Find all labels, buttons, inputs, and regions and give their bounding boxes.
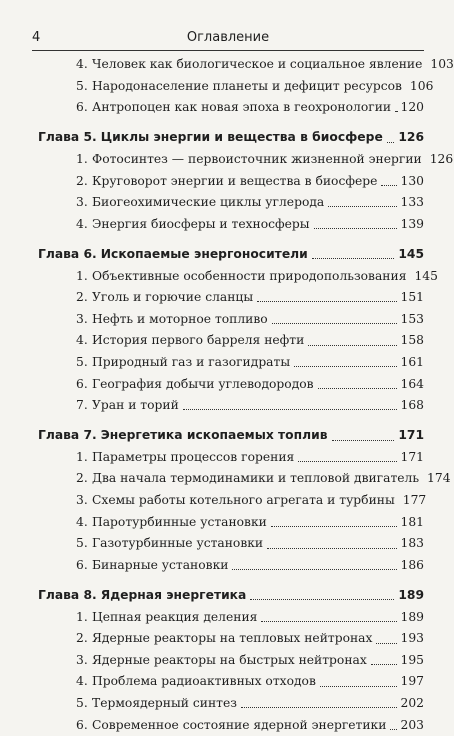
table-of-contents: [38, 54, 454, 736]
page-ref: 195: [400, 652, 424, 667]
section-title: Современное состояние ядерной энергетики: [92, 717, 387, 732]
section-number: 2.: [76, 471, 88, 486]
section-title: Объективные особенности природопользования: [92, 268, 407, 283]
toc-section-entry: [38, 650, 424, 672]
dot-leader: [308, 345, 396, 346]
section-number: 5.: [76, 536, 88, 551]
toc-section-entry: [38, 555, 424, 577]
dot-leader: [257, 301, 396, 302]
dot-leader: [320, 686, 397, 687]
section-number: 6.: [76, 376, 88, 391]
page-ref: 168: [400, 398, 424, 413]
page-ref: 186: [400, 557, 424, 572]
section-number: 2.: [76, 290, 88, 305]
section-number: 6.: [76, 717, 88, 732]
section-title: Паротурбинные установки: [92, 514, 267, 529]
section-title: Ядерные реакторы на быстрых нейтронах: [92, 652, 367, 667]
section-number: 6.: [76, 557, 88, 572]
section-number: 3.: [76, 311, 88, 326]
page-ref: 158: [400, 333, 424, 348]
dot-leader: [298, 461, 396, 462]
dot-leader: [328, 206, 396, 207]
page-ref: 171: [398, 428, 424, 443]
page-ref: 202: [400, 696, 424, 710]
toc-section-entry: [38, 468, 451, 490]
page-ref: 177: [402, 493, 427, 508]
toc-section-entry: [38, 628, 424, 650]
section-number: 4.: [76, 333, 88, 348]
dot-leader: [387, 142, 395, 143]
toc-section-entry: [38, 76, 434, 98]
section-number: 4.: [76, 514, 88, 529]
section-title: Природный газ и газогидраты: [92, 354, 291, 369]
dot-leader: [294, 366, 396, 367]
page-ref: 151: [400, 290, 424, 305]
dot-leader: [183, 409, 397, 410]
section-title: Фотосинтез — первоисточник жизненной энергии: [92, 151, 422, 166]
section-number: 5.: [76, 78, 88, 93]
toc-chapter-entry: [38, 127, 424, 149]
dot-leader: [250, 599, 394, 600]
page-ref: 193: [400, 631, 424, 646]
page-ref: 120: [400, 100, 424, 115]
page-ref: 174: [427, 471, 451, 486]
section-number: 2.: [76, 173, 88, 188]
section-title: Параметры процессов горения: [92, 449, 295, 464]
chapter-label: Глава 7.: [38, 428, 97, 443]
dot-leader: [390, 729, 396, 730]
page-ref: 139: [400, 216, 424, 231]
page-ref: 130: [400, 173, 424, 188]
chapter-spacer: [38, 119, 424, 128]
chapter-label: Глава 5.: [38, 130, 97, 145]
section-number: 5.: [76, 696, 88, 710]
section-title: Уран и торий: [92, 398, 179, 413]
dot-leader: [318, 388, 397, 389]
section-title: Биогеохимические циклы углерода: [92, 195, 325, 210]
section-number: 3.: [76, 493, 88, 508]
toc-section-entry: [38, 330, 424, 352]
section-number: 1.: [76, 609, 88, 624]
section-title: Ядерные реакторы на тепловых нейтронах: [92, 631, 373, 646]
chapter-spacer: [38, 417, 424, 426]
page-ref: 181: [400, 514, 424, 529]
section-title: История первого барреля нефти: [92, 333, 305, 348]
chapter-title: Ядерная энергетика: [100, 588, 247, 603]
dot-leader: [272, 323, 397, 324]
section-number: 2.: [76, 631, 88, 646]
page-ref: 145: [398, 246, 424, 261]
chapter-spacer: [38, 576, 424, 585]
dot-leader: [241, 707, 397, 708]
page-number: 4: [32, 30, 41, 45]
toc-section-entry: [38, 54, 454, 76]
page-ref: 161: [400, 354, 424, 369]
toc-section-entry: [38, 512, 424, 534]
running-header: [32, 28, 424, 51]
toc-section-entry: [38, 533, 424, 555]
toc-section-entry: [38, 214, 424, 236]
section-number: 1.: [76, 449, 88, 464]
page-ref: 126: [398, 130, 424, 145]
page-ref: 153: [400, 311, 424, 326]
section-number: 1.: [76, 151, 88, 166]
toc-section-entry: [38, 149, 454, 171]
toc-section-entry: [38, 395, 424, 417]
section-title: Проблема радиоактивных отходов: [92, 674, 316, 689]
toc-section-entry: [38, 287, 424, 309]
page-ref: 171: [400, 449, 424, 464]
dot-leader: [376, 643, 396, 644]
running-title: Оглавление: [186, 30, 270, 45]
page-ref: 183: [400, 536, 424, 551]
toc-section-entry: [38, 266, 438, 288]
toc-section-entry: [38, 352, 424, 374]
chapter-label: Глава 6.: [38, 246, 97, 261]
page-ref: 103: [430, 57, 454, 71]
page-ref: 164: [400, 376, 424, 391]
section-title: Бинарные установки: [92, 557, 229, 572]
page-ref: 126: [429, 151, 454, 166]
section-title: География добычи углеводородов: [92, 376, 314, 391]
section-number: 7.: [76, 398, 88, 413]
toc-section-entry: [38, 490, 427, 512]
page-ref: 189: [398, 588, 424, 603]
dot-leader: [267, 548, 396, 549]
dot-leader: [314, 228, 397, 229]
section-number: 5.: [76, 354, 88, 369]
section-title: Нефть и моторное топливо: [92, 311, 268, 326]
toc-chapter-entry: [38, 585, 424, 607]
dot-leader: [232, 569, 396, 570]
section-title: Газотурбинные установки: [92, 536, 264, 551]
dot-leader: [261, 621, 396, 622]
section-title: Цепная реакция деления: [92, 609, 258, 624]
section-number: 4.: [76, 216, 88, 231]
section-number: 3.: [76, 195, 88, 210]
section-title: Человек как биологическое и социальное явление: [92, 57, 423, 71]
dot-leader: [271, 526, 397, 527]
section-title: Уголь и горючие сланцы: [92, 290, 254, 305]
dot-leader: [395, 111, 396, 112]
section-number: 3.: [76, 652, 88, 667]
section-title: Народонаселение планеты и дефицит ресурсов: [92, 78, 402, 93]
toc-section-entry: [38, 171, 424, 193]
toc-section-entry: [38, 97, 424, 119]
section-title: Схемы работы котельного агрегата и турбины: [92, 493, 395, 508]
page-ref: 145: [414, 268, 438, 283]
section-number: 1.: [76, 268, 88, 283]
dot-leader: [332, 440, 395, 441]
page-ref: 197: [400, 674, 424, 689]
toc-section-entry: [38, 715, 424, 736]
toc-section-entry: [38, 607, 424, 629]
chapter-label: Глава 8.: [38, 588, 97, 603]
toc-section-entry: [38, 671, 424, 693]
toc-chapter-entry: [38, 425, 424, 447]
section-title: Термоядерный синтез: [92, 696, 237, 710]
dot-leader: [371, 664, 397, 665]
section-title: Два начала термодинамики и тепловой двигатель: [92, 471, 420, 486]
toc-section-entry: [38, 693, 424, 715]
toc-chapter-entry: [38, 244, 424, 266]
section-title: Антропоцен как новая эпоха в геохронологии: [92, 100, 392, 115]
chapter-title: Циклы энергии и вещества в биосфере: [100, 130, 383, 145]
dot-leader: [381, 185, 396, 186]
page-ref: 106: [409, 78, 434, 93]
section-title: Энергия биосферы и техносферы: [92, 216, 310, 231]
section-number: 6.: [76, 100, 88, 115]
toc-section-entry: [38, 374, 424, 396]
page-ref: 189: [400, 609, 424, 624]
toc-section-entry: [38, 447, 424, 469]
chapter-spacer: [38, 235, 424, 244]
section-title: Круговорот энергии и вещества в биосфере: [92, 173, 378, 188]
chapter-title: Ископаемые энергоносители: [100, 246, 308, 261]
page-ref: 203: [400, 717, 424, 732]
toc-section-entry: [38, 192, 424, 214]
chapter-title: Энергетика ископаемых топлив: [100, 428, 328, 443]
toc-section-entry: [38, 309, 424, 331]
page-ref: 133: [400, 195, 424, 210]
section-number: 4.: [76, 57, 88, 71]
dot-leader: [312, 258, 395, 259]
section-number: 4.: [76, 674, 88, 689]
